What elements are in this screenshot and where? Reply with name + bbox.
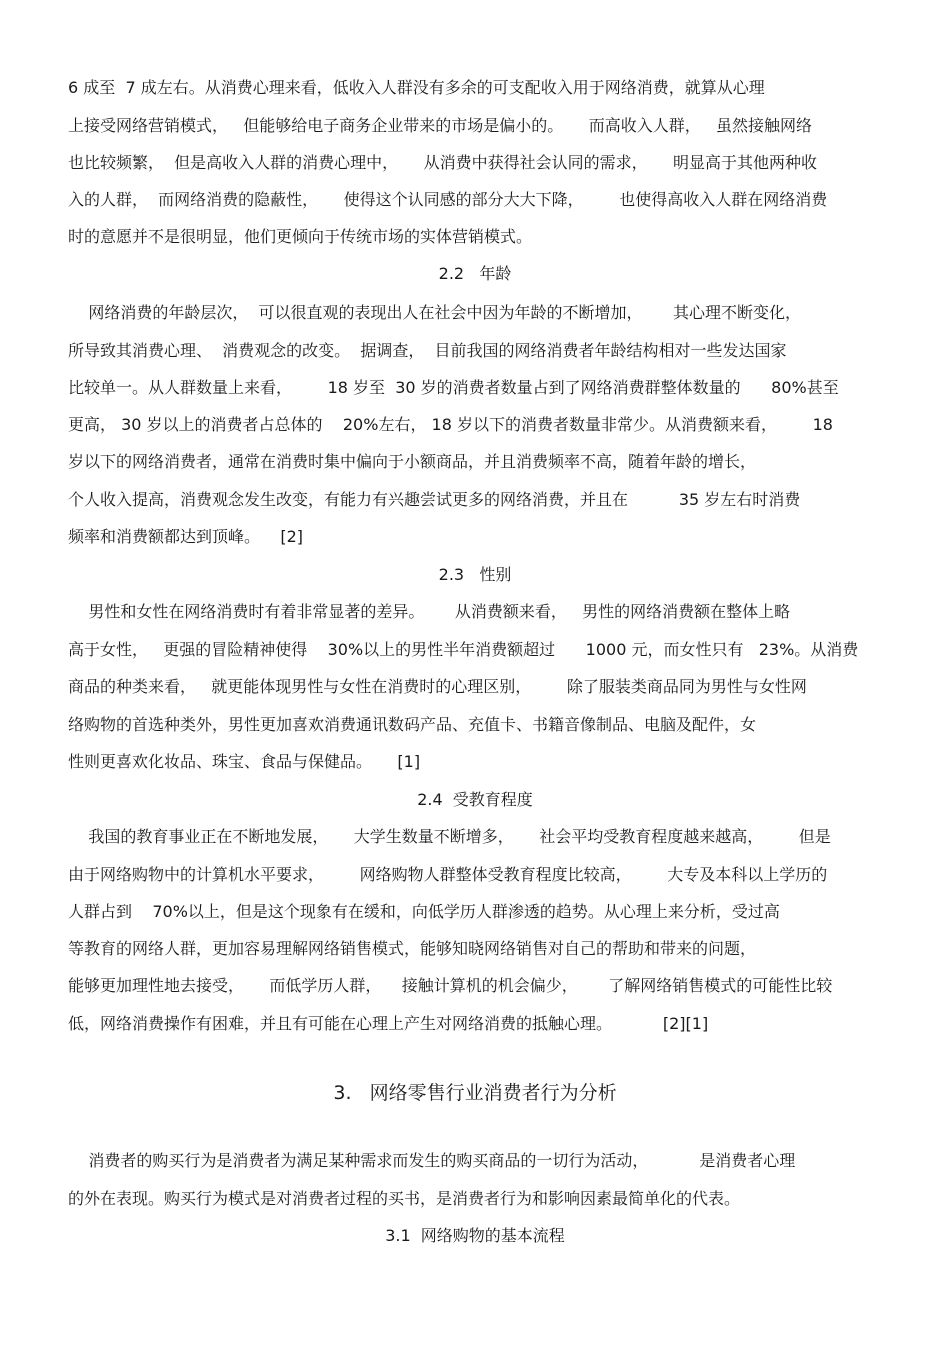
paragraph-line: 我国的教育事业正在不断地发展， 大学生数量不断增多， 社会平均受教育程度越来越高， 但是 bbox=[68, 827, 831, 846]
section-heading-3-1: 3.1 网络购物的基本流程 bbox=[385, 1226, 565, 1245]
paragraph-line: 6 成至 7 成左右。从消费心理来看，低收入人群没有多余的可支配收入用于网络消费，就算从心理 bbox=[68, 78, 765, 97]
paragraph-line: 网络消费的年龄层次， 可以很直观的表现出人在社会中因为年龄的不断增加， 其心理不断变化， bbox=[68, 303, 802, 322]
paragraph-line: 低，网络消费操作有困难，并且有可能在心理上产生对网络消费的抵触心理。 [2][1] bbox=[68, 1014, 709, 1033]
paragraph-line: 高于女性， 更强的冒险精神使得 30%以上的男性半年消费额超过 1000 元，而女性只有 23%。从消费 bbox=[68, 640, 859, 659]
paragraph-line: 的外在表现。购买行为模式是对消费者过程的买书，是消费者行为和影响因素最简单化的代表。 bbox=[68, 1189, 741, 1208]
paragraph-line: 所导致其消费心理、 消费观念的改变。 据调查， 目前我国的网络消费者年龄结构相对一些发达国家 bbox=[68, 341, 787, 360]
paragraph-line: 入的人群， 而网络消费的隐蔽性， 使得这个认同感的部分大大下降， 也使得高收入人群在网络消费 bbox=[68, 190, 828, 209]
paragraph-line: 等教育的网络人群，更加容易理解网络销售模式，能够知晓网络销售对自己的帮助和带来的问题， bbox=[68, 939, 757, 958]
paragraph-line: 人群占到 70%以上，但是这个现象有在缓和，向低学历人群渗透的趋势。从心理上来分析，受过高 bbox=[68, 902, 780, 921]
paragraph-line: 上接受网络营销模式， 但能够给电子商务企业带来的市场是偏小的。 而高收入人群， 虽然接触网络 bbox=[68, 116, 812, 135]
paragraph-line: 性则更喜欢化妆品、珠宝、食品与保健品。 [1] bbox=[68, 752, 421, 771]
section-heading-3: 3. 网络零售行业消费者行为分析 bbox=[333, 1082, 617, 1104]
paragraph-line: 个人收入提高，消费观念发生改变，有能力有兴趣尝试更多的网络消费，并且在 35 岁左右时消费 bbox=[68, 490, 801, 509]
section-heading-2-3: 2.3 性别 bbox=[438, 565, 512, 584]
paragraph-line: 也比较频繁， 但是高收入人群的消费心理中， 从消费中获得社会认同的需求， 明显高于其他两种收 bbox=[68, 153, 818, 172]
paragraph-line: 商品的种类来看， 就更能体现男性与女性在消费时的心理区别， 除了服装类商品同为男性与女性网 bbox=[68, 677, 807, 696]
paragraph-line: 频率和消费额都达到顶峰。 [2] bbox=[68, 527, 304, 546]
paragraph-line: 比较单一。从人群数量上来看， 18 岁至 30 岁的消费者数量占到了网络消费群整体数量的 80%甚至 bbox=[68, 378, 839, 397]
paragraph-line: 由于网络购物中的计算机水平要求， 网络购物人群整体受教育程度比较高， 大专及本科以上学历的 bbox=[68, 865, 828, 884]
paragraph-line: 能够更加理性地去接受， 而低学历人群， 接触计算机的机会偏少， 了解网络销售模式的可能性比较 bbox=[68, 976, 833, 995]
paragraph-line: 时的意愿并不是很明显，他们更倾向于传统市场的实体营销模式。 bbox=[68, 227, 533, 246]
paragraph-line: 络购物的首选种类外，男性更加喜欢消费通讯数码产品、充值卡、书籍音像制品、电脑及配件，女 bbox=[68, 715, 757, 734]
section-heading-2-4: 2.4 受教育程度 bbox=[417, 790, 533, 809]
paragraph-line: 男性和女性在网络消费时有着非常显著的差异。 从消费额来看， 男性的网络消费额在整体上略 bbox=[68, 602, 791, 621]
paragraph-line: 岁以下的网络消费者，通常在消费时集中偏向于小额商品，并且消费频率不高，随着年龄的增长， bbox=[68, 452, 757, 471]
section-heading-2-2: 2.2 年龄 bbox=[438, 264, 512, 283]
paragraph-line: 更高， 30 岁以上的消费者占总体的 20%左右， 18 岁以下的消费者数量非常少。从消费额来看， 18 bbox=[68, 415, 833, 434]
paragraph-line: 消费者的购买行为是消费者为满足某种需求而发生的购买商品的一切行为活动， 是消费者心理 bbox=[68, 1151, 796, 1170]
